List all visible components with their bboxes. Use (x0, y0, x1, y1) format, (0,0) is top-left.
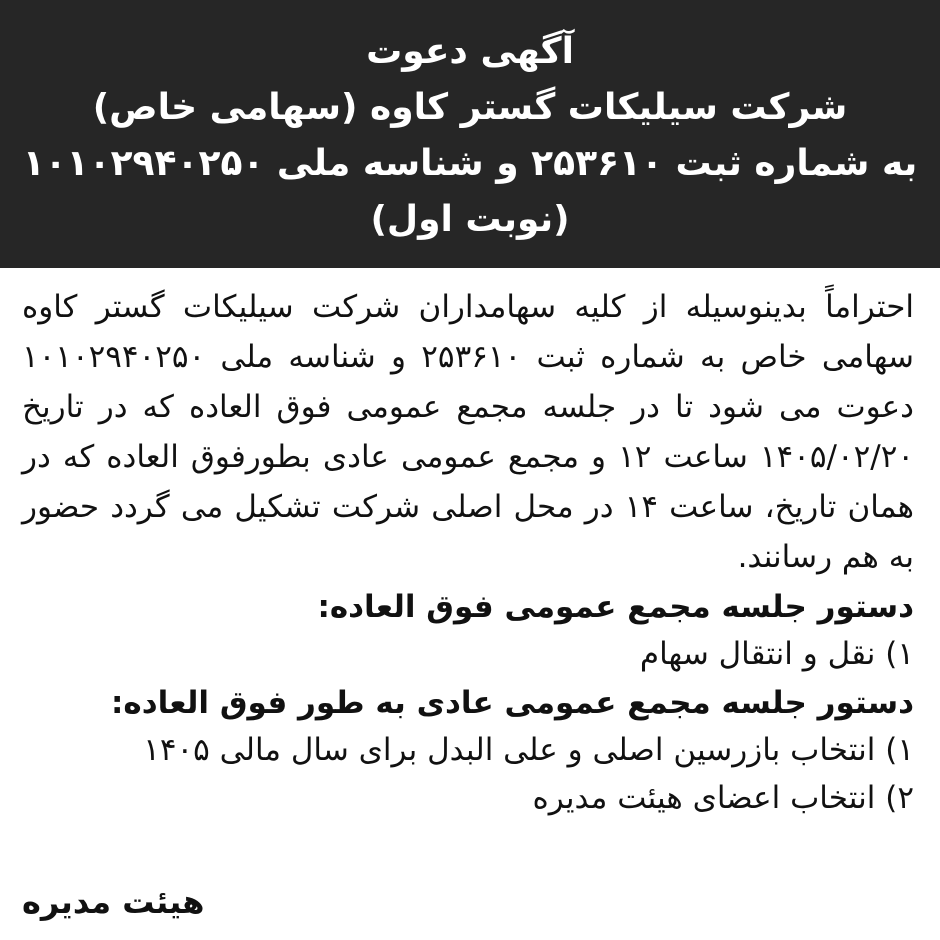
item-text: نقل و انتقال سهام (639, 636, 876, 672)
agenda-item (22, 630, 914, 678)
item-number: ۱) (885, 636, 914, 672)
notice-title: آگهی دعوت (366, 31, 574, 72)
item-number: ۲) (885, 780, 914, 816)
agenda-ordinary-list (22, 726, 914, 822)
agenda-extraordinary-heading: دستور جلسه مجمع عمومی فوق العاده: (317, 589, 914, 625)
agenda-ordinary-heading: دستور جلسه مجمع عمومی عادی به طور فوق العاده: (111, 685, 914, 721)
item-number: ۱) (885, 732, 914, 768)
notice-body (22, 282, 914, 921)
agenda-item (22, 726, 914, 774)
notice-round: (نوبت اول) (370, 199, 570, 240)
item-text: انتخاب بازرسین اصلی و علی البدل برای سال مالی ۱۴۰۵ (143, 732, 876, 768)
agenda-item (22, 774, 914, 822)
item-text: انتخاب اعضای هیئت مدیره (532, 780, 876, 816)
invitation-paragraph: احتراماً بدینوسیله از کلیه سهامداران شرکت سیلیکات گستر کاوه سهامی خاص به شماره ثبت ۲۵۳۶۱۰ و شناسه ملی ۱۰۱۰۲۹۴۰۲۵۰ دعوت می شود تا در جلسه مجمع عمومی فوق العاده که در تاریخ ۱۴۰۵/۰۲/۲۰ ساعت ۱۲ و مجمع عمومی عادی بطورفوق العاده که در همان تاریخ، ساعت ۱۴ در محل اصلی شرکت تشکیل می گردد حضور به هم رسانند. (22, 289, 914, 575)
notice-header (0, 0, 940, 268)
company-name: شرکت سیلیکات گستر کاوه (سهامی خاص) (92, 87, 848, 128)
registration-info: به شماره ثبت ۲۵۳۶۱۰ و شناسه ملی ۱۰۱۰۲۹۴۰۲۵۰ (22, 143, 918, 184)
signature-board-of-directors: هیئت مدیره (22, 883, 205, 921)
agenda-extraordinary-list (22, 630, 914, 678)
